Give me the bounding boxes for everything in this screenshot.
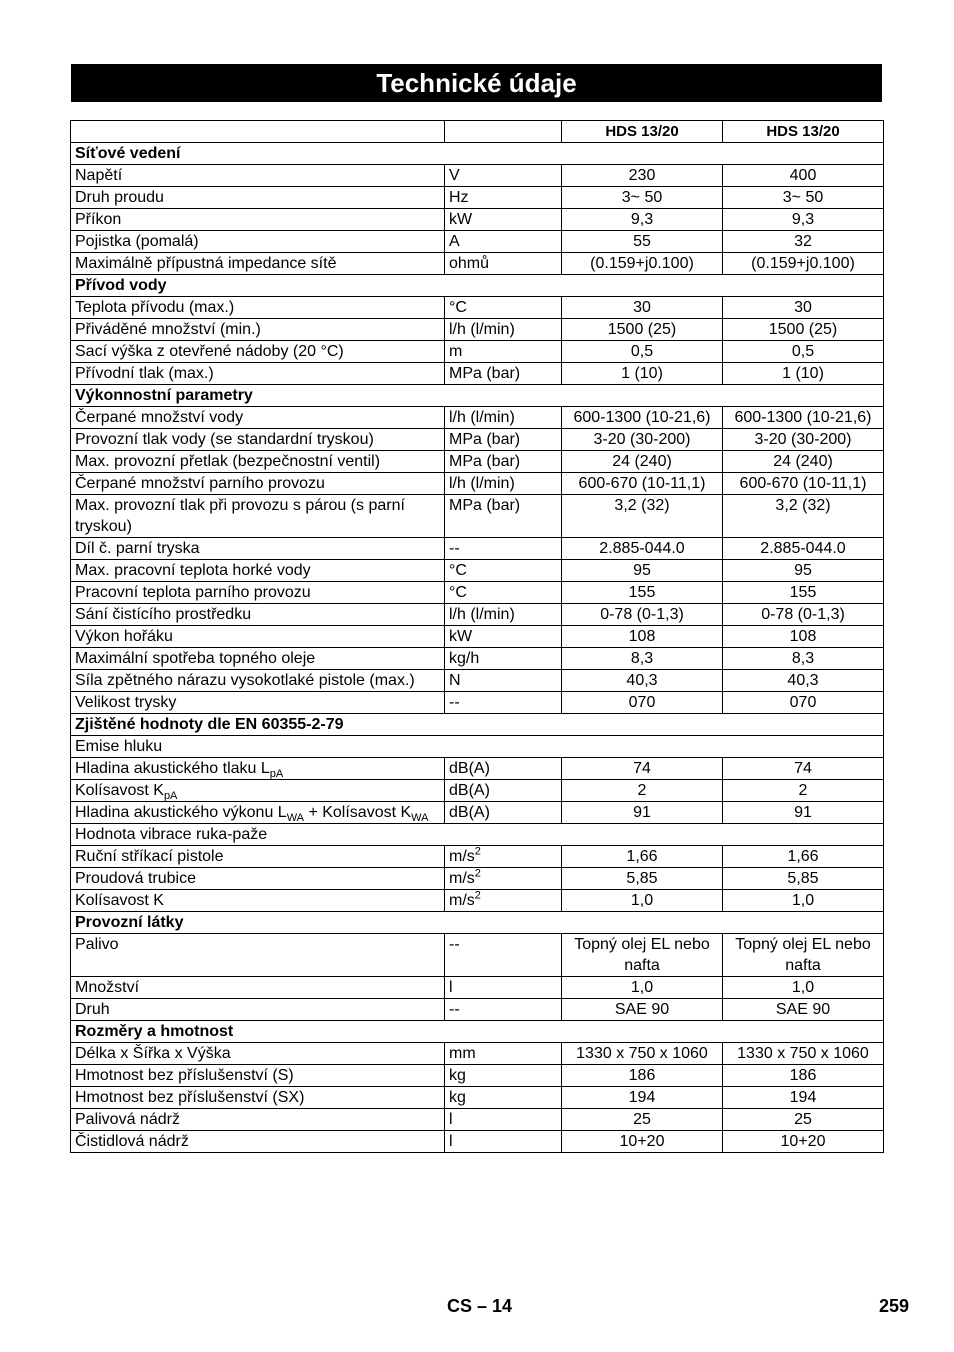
spec-unit bbox=[445, 363, 562, 385]
spec-label-text: Sací výška z otevřené nádoby (20 °C) bbox=[75, 343, 344, 360]
table-row bbox=[71, 187, 884, 209]
spec-unit bbox=[445, 495, 562, 538]
spec-unit-text: m/s bbox=[449, 848, 475, 865]
table-row bbox=[71, 231, 884, 253]
spec-value-model-2: 3~ 50 bbox=[723, 187, 884, 209]
spec-label bbox=[71, 846, 445, 868]
header-model-1: HDS 13/20 bbox=[562, 121, 723, 143]
spec-unit bbox=[445, 999, 562, 1021]
spec-unit-text: m bbox=[449, 343, 463, 360]
table-row bbox=[71, 692, 884, 714]
page-title: Technické údaje bbox=[71, 64, 882, 102]
spec-value-model-2: 600-670 (10-11,1) bbox=[723, 473, 884, 495]
spec-label bbox=[71, 231, 445, 253]
spec-label bbox=[71, 407, 445, 429]
spec-unit bbox=[445, 341, 562, 363]
spec-value-model-1: (0.159+j0.100) bbox=[562, 253, 723, 275]
spec-value-model-1: 194 bbox=[562, 1087, 723, 1109]
spec-unit bbox=[445, 165, 562, 187]
spec-value-model-1: 108 bbox=[562, 626, 723, 648]
table-row bbox=[71, 297, 884, 319]
spec-unit-text: MPa (bar) bbox=[449, 453, 521, 470]
spec-unit bbox=[445, 319, 562, 341]
table-row bbox=[71, 977, 884, 999]
spec-unit-text: -- bbox=[449, 694, 460, 711]
table-row bbox=[71, 1087, 884, 1109]
subsection-row bbox=[71, 824, 884, 846]
spec-label-continuation: + Kolísavost K bbox=[304, 804, 412, 821]
spec-unit-text: mm bbox=[449, 1045, 476, 1062]
table-row bbox=[71, 253, 884, 275]
spec-unit-text: kW bbox=[449, 628, 473, 645]
spec-unit-text: -- bbox=[449, 936, 460, 953]
spec-value-model-2: 600-1300 (10-21,6) bbox=[723, 407, 884, 429]
table-row bbox=[71, 780, 884, 802]
spec-value-model-1: Topný olej EL nebo nafta bbox=[562, 934, 723, 977]
spec-value-model-1: 91 bbox=[562, 802, 723, 824]
spec-value-model-2: 2 bbox=[723, 780, 884, 802]
spec-label bbox=[71, 451, 445, 473]
spec-label-text: Palivo bbox=[75, 936, 119, 953]
spec-unit-text: dB(A) bbox=[449, 804, 490, 821]
spec-unit-text: MPa (bar) bbox=[449, 497, 521, 514]
spec-label bbox=[71, 319, 445, 341]
spec-label bbox=[71, 341, 445, 363]
table-row bbox=[71, 473, 884, 495]
spec-label-text: Hladina akustického výkonu L bbox=[75, 804, 287, 821]
spec-value-model-1: 3~ 50 bbox=[562, 187, 723, 209]
spec-unit bbox=[445, 473, 562, 495]
spec-unit-text: dB(A) bbox=[449, 760, 490, 777]
table-row bbox=[71, 934, 884, 977]
spec-value-model-2: 1,0 bbox=[723, 890, 884, 912]
spec-unit bbox=[445, 648, 562, 670]
spec-value-model-2: 74 bbox=[723, 758, 884, 780]
spec-label bbox=[71, 868, 445, 890]
spec-value-model-2: 1,66 bbox=[723, 846, 884, 868]
spec-label-text: Max. pracovní teplota horké vody bbox=[75, 562, 311, 579]
spec-value-model-2: 5,85 bbox=[723, 868, 884, 890]
spec-value-model-2: 1500 (25) bbox=[723, 319, 884, 341]
table-row bbox=[71, 846, 884, 868]
spec-value-model-1: 2.885-044.0 bbox=[562, 538, 723, 560]
spec-label-subscript: WA bbox=[286, 812, 304, 824]
spec-value-model-1: 600-670 (10-11,1) bbox=[562, 473, 723, 495]
spec-value-model-2: 1 (10) bbox=[723, 363, 884, 385]
spec-label bbox=[71, 802, 445, 824]
spec-label bbox=[71, 648, 445, 670]
table-row bbox=[71, 407, 884, 429]
spec-unit bbox=[445, 758, 562, 780]
spec-value-model-1: 1330 x 750 x 1060 bbox=[562, 1043, 723, 1065]
spec-value-model-2: 3-20 (30-200) bbox=[723, 429, 884, 451]
spec-label bbox=[71, 890, 445, 912]
table-row bbox=[71, 209, 884, 231]
spec-value-model-2: 3,2 (32) bbox=[723, 495, 884, 538]
spec-value-model-2: 194 bbox=[723, 1087, 884, 1109]
spec-value-model-2: 1,0 bbox=[723, 977, 884, 999]
spec-value-model-1: 10+20 bbox=[562, 1131, 723, 1153]
spec-unit-text: kg bbox=[449, 1089, 466, 1106]
spec-label bbox=[71, 670, 445, 692]
spec-value-model-2: SAE 90 bbox=[723, 999, 884, 1021]
spec-label bbox=[71, 1065, 445, 1087]
subsection-row bbox=[71, 736, 884, 758]
spec-value-model-2: 400 bbox=[723, 165, 884, 187]
spec-label bbox=[71, 297, 445, 319]
spec-label bbox=[71, 604, 445, 626]
section-header-row bbox=[71, 1021, 884, 1043]
spec-value-model-2: 186 bbox=[723, 1065, 884, 1087]
spec-label bbox=[71, 560, 445, 582]
spec-unit-text: °C bbox=[449, 299, 467, 316]
spec-unit-text: kg/h bbox=[449, 650, 480, 667]
spec-label-text: Čistidlová nádrž bbox=[75, 1133, 189, 1150]
spec-unit-text: °C bbox=[449, 562, 467, 579]
spec-label-text: Hladina akustického tlaku L bbox=[75, 760, 270, 777]
spec-value-model-2: (0.159+j0.100) bbox=[723, 253, 884, 275]
spec-label-subscript: pA bbox=[269, 768, 284, 780]
table-row bbox=[71, 429, 884, 451]
section-header-row bbox=[71, 912, 884, 934]
spec-unit-text: V bbox=[449, 167, 460, 184]
table-row bbox=[71, 1065, 884, 1087]
spec-unit bbox=[445, 692, 562, 714]
table-row bbox=[71, 999, 884, 1021]
spec-unit bbox=[445, 846, 562, 868]
spec-unit bbox=[445, 429, 562, 451]
spec-unit bbox=[445, 934, 562, 977]
spec-value-model-2: 0,5 bbox=[723, 341, 884, 363]
spec-unit-text: MPa (bar) bbox=[449, 365, 521, 382]
spec-unit bbox=[445, 582, 562, 604]
spec-value-model-2: 10+20 bbox=[723, 1131, 884, 1153]
spec-unit-superscript: 2 bbox=[474, 889, 481, 902]
spec-label-text: Délka x Šířka x Výška bbox=[75, 1045, 231, 1062]
spec-label-text: Provozní tlak vody (se standardní tryskou) bbox=[75, 431, 374, 448]
spec-label-text: Velikost trysky bbox=[75, 694, 177, 711]
spec-unit bbox=[445, 538, 562, 560]
spec-value-model-1: 1,0 bbox=[562, 977, 723, 999]
spec-unit bbox=[445, 890, 562, 912]
spec-unit bbox=[445, 604, 562, 626]
header-unit-cell bbox=[445, 121, 562, 143]
spec-unit bbox=[445, 231, 562, 253]
spec-unit bbox=[445, 977, 562, 999]
spec-label-text: Druh bbox=[75, 1001, 110, 1018]
spec-unit-text: l/h (l/min) bbox=[449, 321, 515, 338]
spec-label bbox=[71, 582, 445, 604]
table-row bbox=[71, 1131, 884, 1153]
spec-value-model-1: 74 bbox=[562, 758, 723, 780]
spec-value-model-1: 9,3 bbox=[562, 209, 723, 231]
spec-value-model-2: 155 bbox=[723, 582, 884, 604]
spec-value-model-1: 3,2 (32) bbox=[562, 495, 723, 538]
footer-language-page: CS – 14 bbox=[447, 1296, 513, 1316]
section-title: Výkonnostní parametry bbox=[71, 385, 884, 407]
spec-label-text: Ruční stříkací pistole bbox=[75, 848, 224, 865]
spec-label-text: Sání čistícího prostředku bbox=[75, 606, 252, 623]
spec-unit-text: l bbox=[449, 979, 453, 996]
spec-label-text: Výkon hořáku bbox=[75, 628, 173, 645]
spec-label-text: Teplota přívodu (max.) bbox=[75, 299, 235, 316]
table-row bbox=[71, 868, 884, 890]
spec-value-model-1: 25 bbox=[562, 1109, 723, 1131]
spec-label-text: Hmotnost bez příslušenství (SX) bbox=[75, 1089, 305, 1106]
spec-label-text: Čerpané množství parního provozu bbox=[75, 475, 325, 492]
spec-unit-text: m/s bbox=[449, 892, 475, 909]
spec-unit-text: l/h (l/min) bbox=[449, 475, 515, 492]
table-row bbox=[71, 1043, 884, 1065]
spec-unit-text: ohmů bbox=[449, 255, 490, 272]
spec-value-model-1: 186 bbox=[562, 1065, 723, 1087]
table-row bbox=[71, 582, 884, 604]
spec-value-model-1: 40,3 bbox=[562, 670, 723, 692]
spec-unit bbox=[445, 1109, 562, 1131]
spec-unit bbox=[445, 1065, 562, 1087]
table-header-row bbox=[71, 121, 884, 143]
spec-unit bbox=[445, 780, 562, 802]
section-title: Síťové vedení bbox=[71, 143, 884, 165]
table-row bbox=[71, 495, 884, 538]
section-header-row bbox=[71, 275, 884, 297]
spec-unit bbox=[445, 209, 562, 231]
spec-value-model-2: 070 bbox=[723, 692, 884, 714]
spec-label-text: Hmotnost bez příslušenství (S) bbox=[75, 1067, 294, 1084]
spec-unit-text: l/h (l/min) bbox=[449, 606, 515, 623]
spec-label bbox=[71, 363, 445, 385]
spec-label-text: Kolísavost K bbox=[75, 892, 164, 909]
spec-label-text: Druh proudu bbox=[75, 189, 164, 206]
spec-label-text: Napětí bbox=[75, 167, 123, 184]
spec-value-model-2: 25 bbox=[723, 1109, 884, 1131]
table-row bbox=[71, 451, 884, 473]
section-title: Hodnota vibrace ruka-paže bbox=[71, 824, 884, 846]
spec-value-model-1: 95 bbox=[562, 560, 723, 582]
table-row bbox=[71, 538, 884, 560]
spec-value-model-2: 0-78 (0-1,3) bbox=[723, 604, 884, 626]
spec-label bbox=[71, 495, 445, 538]
table-row bbox=[71, 165, 884, 187]
spec-unit-text: kW bbox=[449, 211, 473, 228]
table-row bbox=[71, 560, 884, 582]
spec-value-model-2: 91 bbox=[723, 802, 884, 824]
spec-value-model-2: 1330 x 750 x 1060 bbox=[723, 1043, 884, 1065]
table-row bbox=[71, 626, 884, 648]
spec-unit bbox=[445, 451, 562, 473]
header-label-cell bbox=[71, 121, 445, 143]
spec-value-model-1: SAE 90 bbox=[562, 999, 723, 1021]
section-title: Zjištěné hodnoty dle EN 60355-2-79 bbox=[71, 714, 884, 736]
footer-page-number: 259 bbox=[879, 1296, 910, 1316]
spec-label-text: Kolísavost K bbox=[75, 782, 164, 799]
table-row bbox=[71, 604, 884, 626]
spec-label bbox=[71, 473, 445, 495]
spec-unit-text: °C bbox=[449, 584, 467, 601]
spec-value-model-1: 24 (240) bbox=[562, 451, 723, 473]
spec-label bbox=[71, 165, 445, 187]
spec-value-model-1: 1,0 bbox=[562, 890, 723, 912]
spec-unit bbox=[445, 253, 562, 275]
spec-label-subscript-2: WA bbox=[411, 812, 429, 824]
spec-unit-text: -- bbox=[449, 540, 460, 557]
spec-unit-text: N bbox=[449, 672, 461, 689]
spec-label bbox=[71, 999, 445, 1021]
spec-label bbox=[71, 1087, 445, 1109]
section-title: Emise hluku bbox=[71, 736, 884, 758]
spec-label-text: Příkon bbox=[75, 211, 122, 228]
spec-unit-text: Hz bbox=[449, 189, 469, 206]
spec-label-text: Čerpané množství vody bbox=[75, 409, 244, 426]
spec-value-model-1: 600-1300 (10-21,6) bbox=[562, 407, 723, 429]
spec-value-model-1: 155 bbox=[562, 582, 723, 604]
spec-label bbox=[71, 429, 445, 451]
spec-label bbox=[71, 538, 445, 560]
table-row bbox=[71, 802, 884, 824]
spec-label-text: Proudová trubice bbox=[75, 870, 196, 887]
spec-value-model-2: 32 bbox=[723, 231, 884, 253]
spec-label bbox=[71, 626, 445, 648]
spec-value-model-1: 30 bbox=[562, 297, 723, 319]
spec-label-text: Množství bbox=[75, 979, 140, 996]
spec-value-model-1: 0-78 (0-1,3) bbox=[562, 604, 723, 626]
spec-label-subscript: pA bbox=[163, 790, 178, 802]
spec-value-model-1: 8,3 bbox=[562, 648, 723, 670]
spec-label bbox=[71, 253, 445, 275]
spec-label bbox=[71, 758, 445, 780]
spec-unit-superscript: 2 bbox=[474, 867, 481, 880]
table-row bbox=[71, 670, 884, 692]
spec-unit bbox=[445, 1087, 562, 1109]
spec-unit-text: l bbox=[449, 1111, 453, 1128]
spec-label-text: Max. provozní přetlak (bezpečnostní ventil) bbox=[75, 453, 381, 470]
spec-value-model-1: 3-20 (30-200) bbox=[562, 429, 723, 451]
technical-data-table bbox=[70, 120, 884, 1153]
spec-value-model-2: 8,3 bbox=[723, 648, 884, 670]
spec-value-model-2: 95 bbox=[723, 560, 884, 582]
table-body bbox=[71, 121, 884, 1153]
spec-unit bbox=[445, 297, 562, 319]
spec-unit-text: kg bbox=[449, 1067, 466, 1084]
spec-value-model-2: 108 bbox=[723, 626, 884, 648]
spec-unit-text: A bbox=[449, 233, 460, 250]
table-row bbox=[71, 1109, 884, 1131]
spec-label-text: Maximálně přípustná impedance sítě bbox=[75, 255, 337, 272]
spec-value-model-1: 55 bbox=[562, 231, 723, 253]
table-row bbox=[71, 341, 884, 363]
spec-label bbox=[71, 780, 445, 802]
section-title: Přívod vody bbox=[71, 275, 884, 297]
spec-label-text: Díl č. parní tryska bbox=[75, 540, 200, 557]
spec-unit bbox=[445, 187, 562, 209]
section-header-row bbox=[71, 714, 884, 736]
spec-label-text: Přiváděné množství (min.) bbox=[75, 321, 261, 338]
section-title: Rozměry a hmotnost bbox=[71, 1021, 884, 1043]
spec-label bbox=[71, 977, 445, 999]
spec-label-text: Pojistka (pomalá) bbox=[75, 233, 199, 250]
spec-unit-text: l bbox=[449, 1133, 453, 1150]
spec-value-model-1: 070 bbox=[562, 692, 723, 714]
spec-label bbox=[71, 1109, 445, 1131]
spec-unit bbox=[445, 560, 562, 582]
spec-value-model-1: 1 (10) bbox=[562, 363, 723, 385]
spec-unit-text: -- bbox=[449, 1001, 460, 1018]
spec-unit bbox=[445, 802, 562, 824]
spec-value-model-1: 2 bbox=[562, 780, 723, 802]
spec-unit bbox=[445, 670, 562, 692]
spec-value-model-1: 1,66 bbox=[562, 846, 723, 868]
table-row bbox=[71, 319, 884, 341]
spec-label-text: Síla zpětného nárazu vysokotlaké pistole (max.) bbox=[75, 672, 415, 689]
table-row bbox=[71, 363, 884, 385]
spec-value-model-2: 2.885-044.0 bbox=[723, 538, 884, 560]
header-model-2: HDS 13/20 bbox=[723, 121, 884, 143]
spec-unit-superscript: 2 bbox=[474, 845, 481, 858]
spec-label bbox=[71, 209, 445, 231]
spec-unit-text: l/h (l/min) bbox=[449, 409, 515, 426]
section-header-row bbox=[71, 143, 884, 165]
spec-value-model-2: 9,3 bbox=[723, 209, 884, 231]
spec-value-model-1: 230 bbox=[562, 165, 723, 187]
table-row bbox=[71, 648, 884, 670]
spec-value-model-1: 5,85 bbox=[562, 868, 723, 890]
spec-value-model-2: Topný olej EL nebo nafta bbox=[723, 934, 884, 977]
spec-label-text: Pracovní teplota parního provozu bbox=[75, 584, 311, 601]
section-title: Provozní látky bbox=[71, 912, 884, 934]
spec-unit-text: m/s bbox=[449, 870, 475, 887]
spec-label bbox=[71, 1131, 445, 1153]
spec-value-model-1: 0,5 bbox=[562, 341, 723, 363]
spec-unit bbox=[445, 868, 562, 890]
spec-label bbox=[71, 934, 445, 977]
spec-label-text: Max. provozní tlak při provozu s párou (s parní tryskou) bbox=[75, 497, 405, 535]
spec-label-text: Palivová nádrž bbox=[75, 1111, 180, 1128]
spec-label bbox=[71, 187, 445, 209]
spec-value-model-2: 40,3 bbox=[723, 670, 884, 692]
spec-label-text: Přívodní tlak (max.) bbox=[75, 365, 214, 382]
spec-unit bbox=[445, 1131, 562, 1153]
spec-value-model-1: 1500 (25) bbox=[562, 319, 723, 341]
section-header-row bbox=[71, 385, 884, 407]
spec-label-text: Maximální spotřeba topného oleje bbox=[75, 650, 316, 667]
spec-unit bbox=[445, 626, 562, 648]
spec-label bbox=[71, 692, 445, 714]
spec-unit-text: dB(A) bbox=[449, 782, 490, 799]
spec-unit bbox=[445, 407, 562, 429]
table-row bbox=[71, 890, 884, 912]
spec-value-model-2: 30 bbox=[723, 297, 884, 319]
spec-value-model-2: 24 (240) bbox=[723, 451, 884, 473]
spec-unit-text: MPa (bar) bbox=[449, 431, 521, 448]
table-row bbox=[71, 758, 884, 780]
spec-unit bbox=[445, 1043, 562, 1065]
spec-label bbox=[71, 1043, 445, 1065]
